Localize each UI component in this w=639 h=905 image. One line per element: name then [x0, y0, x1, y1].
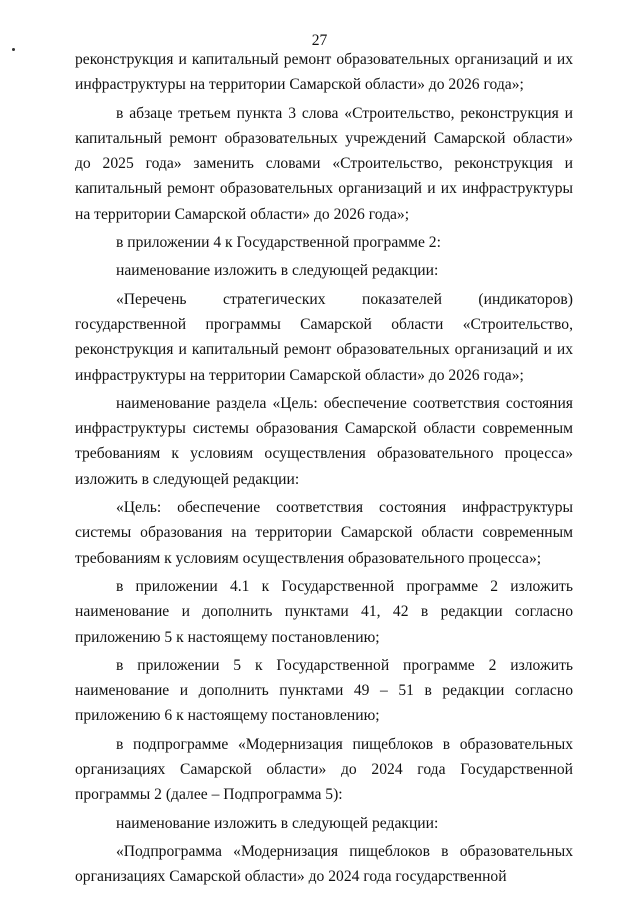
paragraph-12: «Подпрограмма «Модернизация пищеблоков в образовательных организациях Самарской области» до 2024 года государственной: [75, 842, 573, 886]
paragraph-4: наименование изложить в следующей редакции:: [116, 262, 439, 280]
paragraph-7: «Цель: обеспечение соответствия состояния инфраструктуры системы образования на территории Самарской области современным требованиям к условиям осуществления образовательного процесса»;: [75, 499, 573, 567]
page-number: 27: [311, 32, 328, 49]
paragraph-2: в абзаце третьем пункта 3 слова «Строительство, реконструкция и капитальный ремонт образовательных учреждений Самарской области» до 2025 года» заменить словами «Строительство, реконструкция и капитальный ремонт образовательных организаций и их инфраструктуры на территории Самарской области» до 2026 года»;: [75, 104, 573, 223]
paragraph-10: в подпрограмме «Модернизация пищеблоков в образовательных организациях Самарской области» до 2024 года Государственной программы 2 (далее – Подпрограмма 5):: [75, 735, 573, 804]
paragraph-3: в приложении 4 к Государственной программе 2:: [116, 234, 441, 252]
paragraph-9: в приложении 5 к Государственной программе 2 изложить наименование и дополнить пунктами 49 – 51 в редакции согласно приложению 6 к настоящему постановлению;: [75, 656, 573, 725]
paragraph-6: наименование раздела «Цель: обеспечение соответствия состояния инфраструктуры системы образования Самарской области современным требованиям к условиям осуществления образовательного процесса» изложить в следующей редакции:: [75, 394, 573, 488]
paragraph-8: в приложении 4.1 к Государственной программе 2 изложить наименование и дополнить пунктами 41, 42 в редакции согласно приложению 5 к настоящему постановлению;: [75, 577, 573, 646]
paragraph-1: реконструкция и капитальный ремонт образовательных организаций и их инфраструктуры на территории Самарской области» до 2026 года»;: [75, 51, 573, 94]
paragraph-11: наименование изложить в следующей редакции:: [116, 814, 439, 832]
paragraph-5: «Перечень стратегических показателей (индикаторов) государственной программы Самарской области «Строительство, реконструкция и капитальный ремонт образовательных организаций и их инфраструктуры на территории Самарской области» до 2026 года»;: [75, 290, 573, 384]
document-body: [75, 47, 573, 893]
